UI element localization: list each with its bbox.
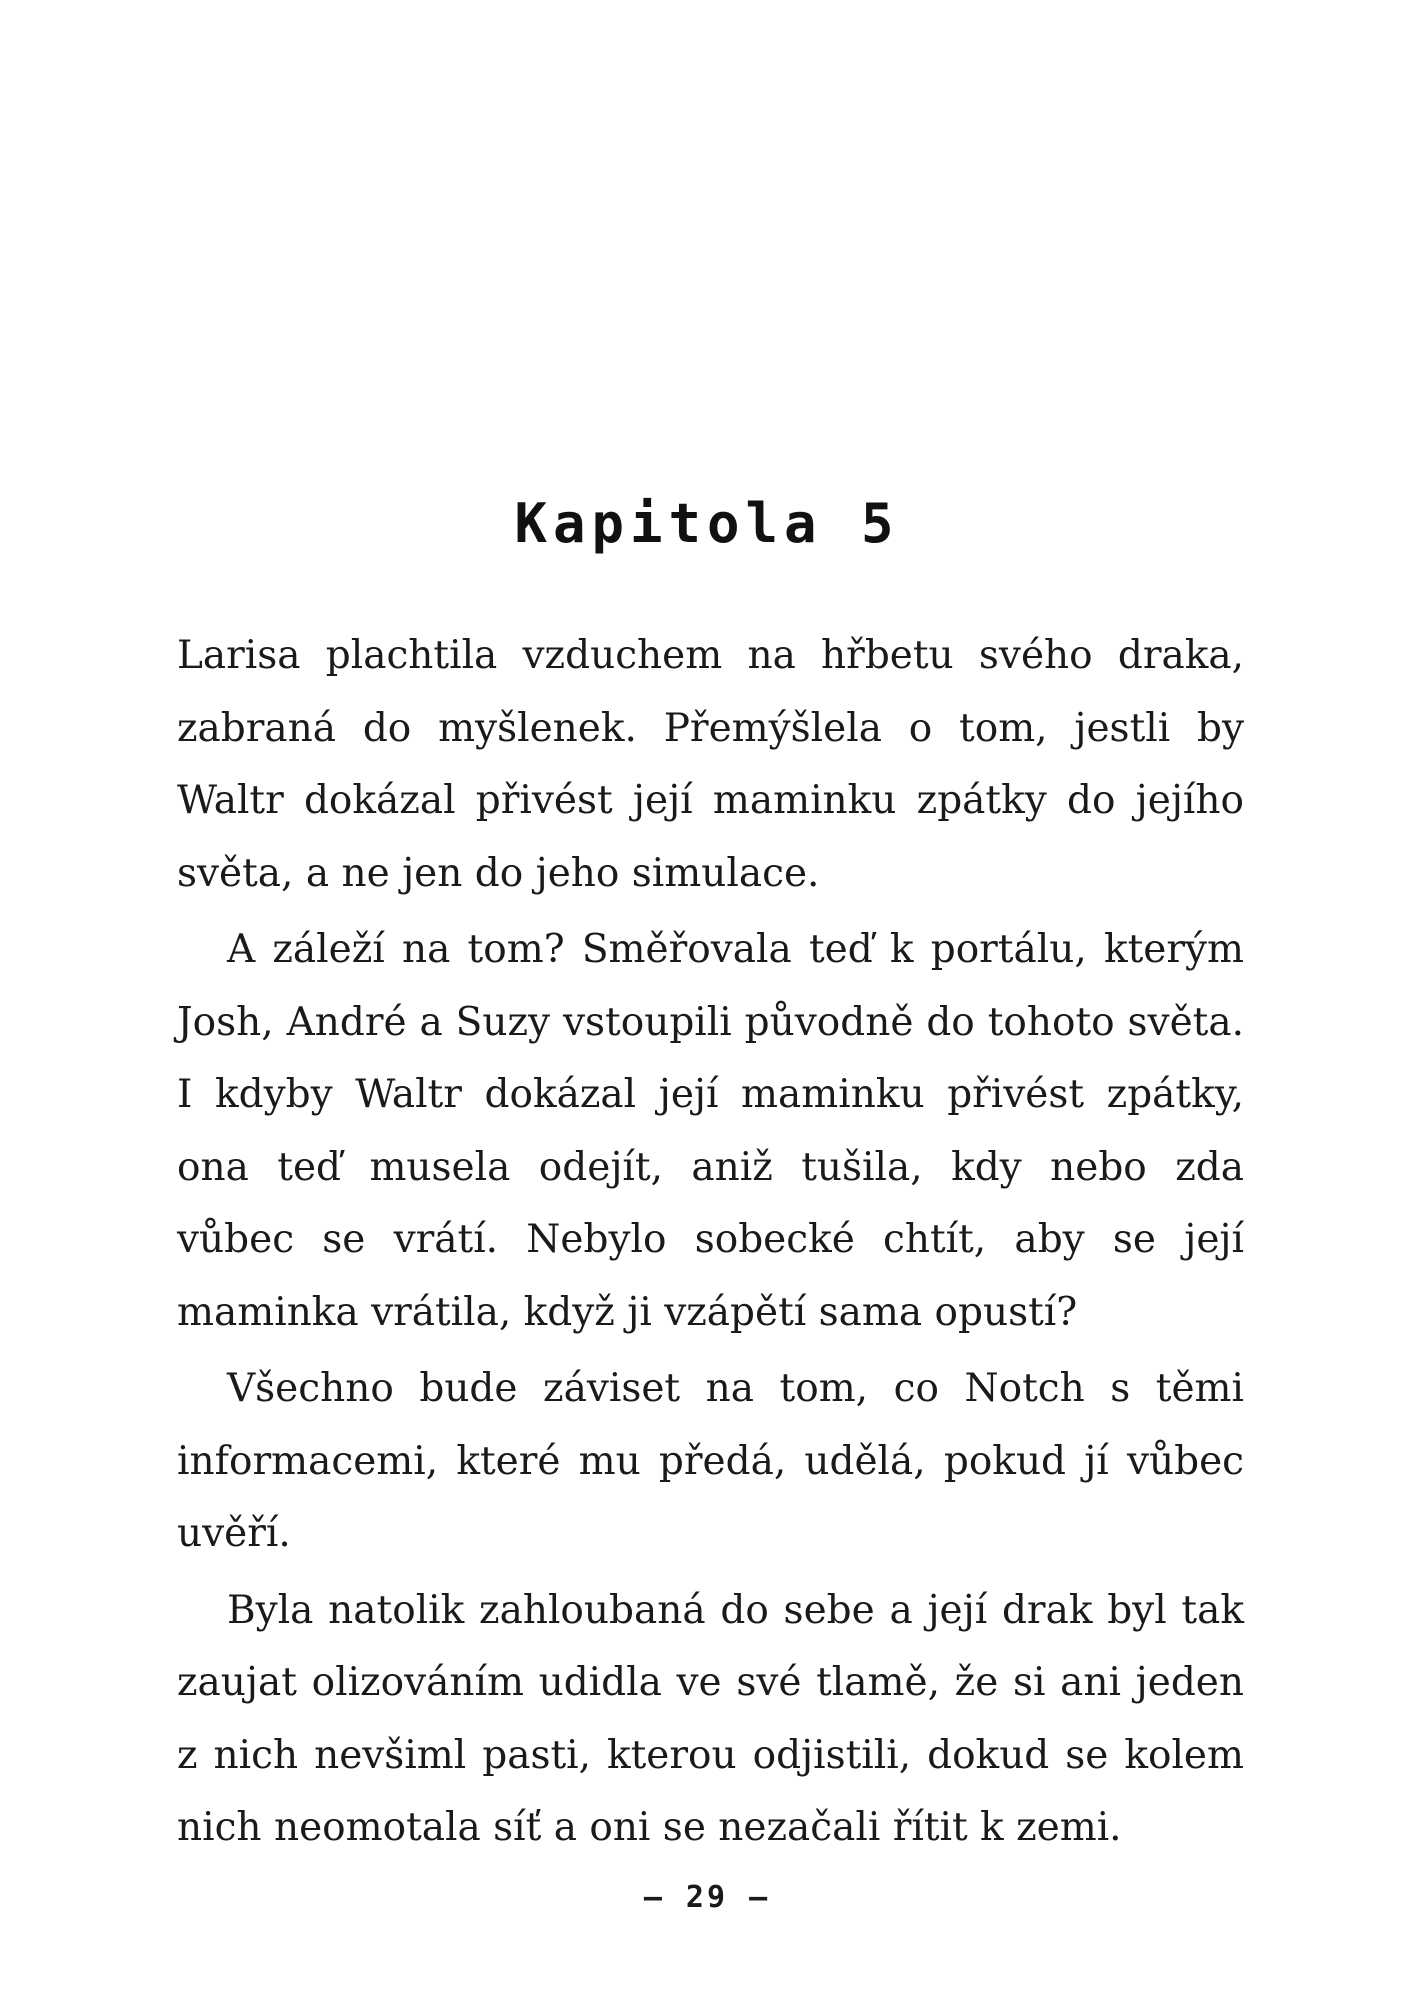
- paragraph-3: Všechno bude záviset na tom, co Notch s těmi informacemi, které mu předá, udělá, pokud jí vůbec uvěří.: [177, 1366, 1244, 1556]
- paragraph-4: Byla natolik zahloubaná do sebe a její drak byl tak zaujat olizováním udidla ve své tlamě, že si ani jeden z nich nevšiml pasti, kterou odjistili, dokud se kolem nich neomotala síť a oni se nezačali řítit k zemi.: [177, 1587, 1244, 1850]
- chapter-title: Kapitola 5: [514, 492, 900, 555]
- paragraph-2: A záleží na tom? Směřovala teď k portálu, kterým Josh, André a Suzy vstoupili původně do tohoto světa. I kdyby Waltr dokázal její maminku přivést zpátky, ona teď musela odejít, aniž tušila, kdy nebo zda vůbec se vrátí. Nebylo sobecké chtít, aby se její maminka vrátila, když ji vzápětí sama opustí?: [177, 927, 1244, 1335]
- chapter-body: [177, 620, 1244, 1869]
- paragraph-1: Larisa plachtila vzduchem na hřbetu svého draka, zabraná do myšlenek. Přemýšlela o tom, jestli by Waltr dokázal přivést její maminku zpátky do jejího světa, a ne jen do jeho simulace.: [177, 633, 1244, 896]
- page-number: – 29 –: [643, 1880, 771, 1915]
